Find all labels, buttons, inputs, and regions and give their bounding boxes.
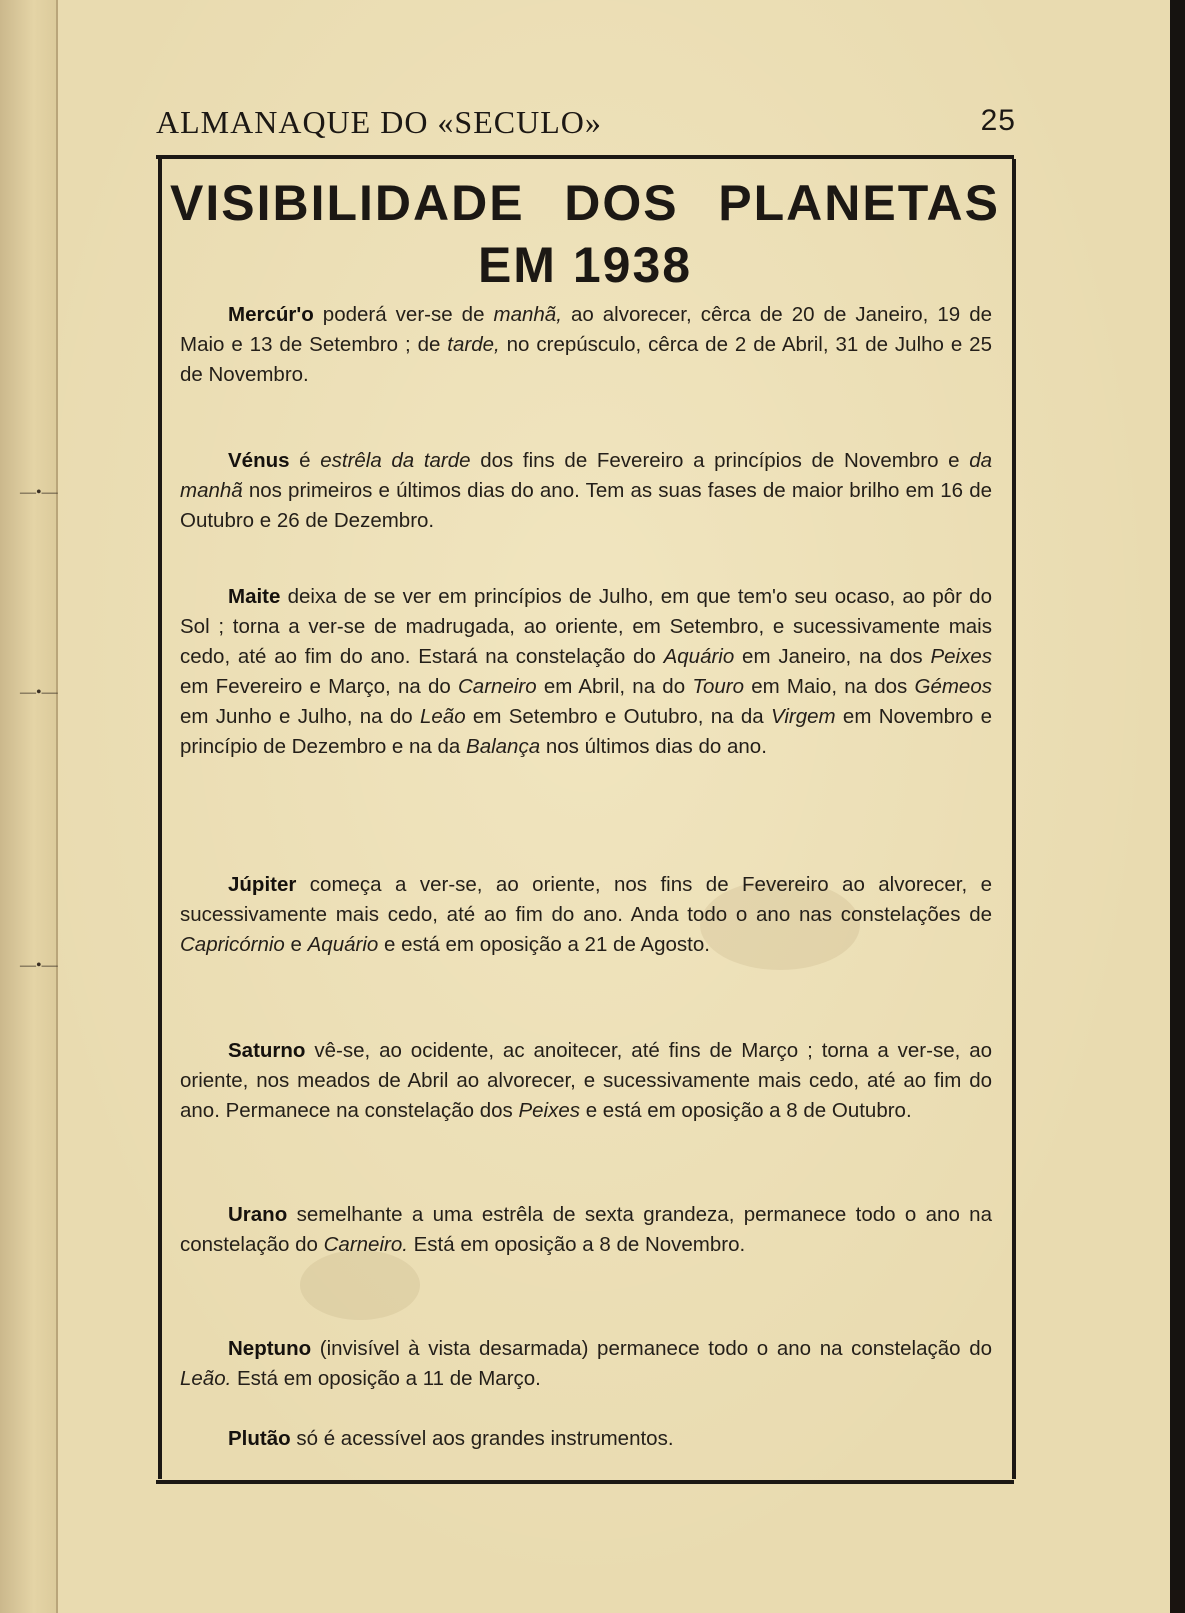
planet-name: Júpiter (228, 873, 297, 896)
text-run: no crepúsculo, cêrca de 2 de Abril, 31 de Julho e 25 de Novembro. (180, 333, 992, 386)
emphasis: Peixes (518, 1099, 581, 1122)
text-run: deixa de se ver em princípios de Julho, em que tem'o seu ocaso, ao pôr do Sol ; torna a ver-se de madrugada, ao oriente, em Setembro, e sucessivamente mais cedo, até ao fim do ano. Estará na constelação do (180, 585, 992, 668)
text-run: dos fins de Fevereiro a princípios de Novembro e (470, 449, 970, 472)
binding-stitch-mark: —•— (20, 684, 58, 701)
text-run: em Junho e Julho, na do (180, 705, 420, 728)
emphasis: Aquário (663, 645, 735, 668)
frame-bottom-rule (156, 1480, 1014, 1484)
emphasis: Leão. (180, 1367, 232, 1390)
article-heading (170, 172, 1000, 296)
text-run: em Setembro e Outubro, na da (465, 705, 772, 728)
planet-name: Neptuno (228, 1337, 312, 1360)
text-run: semelhante a uma estrêla de sexta grandeza, permanece todo o ano na constelação do (180, 1203, 992, 1256)
text-run: em Maio, na dos (743, 675, 915, 698)
planet-name: Vénus (228, 449, 290, 472)
text-run: em Janeiro, na dos (734, 645, 931, 668)
text-run: Está em oposição a 8 de Novembro. (407, 1233, 746, 1256)
text-run: nos últimos dias do ano. (540, 735, 767, 758)
emphasis: Leão (420, 705, 466, 728)
binding-stitch-mark: —•— (20, 957, 58, 974)
text-run: em Novembro e princípio de Dezembro e na da (180, 705, 993, 758)
emphasis: Aquário (307, 933, 379, 956)
emphasis: Gémeos (914, 675, 992, 698)
emphasis: Peixes (930, 645, 992, 668)
text-run: ao alvorecer, cêrca de 20 de Janeiro, 19 de Maio e 13 de Setembro ; de (180, 303, 992, 356)
text-run: poderá ver-se de (313, 303, 494, 326)
emphasis: da manhã (180, 449, 993, 502)
text-run: e (284, 933, 308, 956)
planet-name: Saturno (228, 1039, 306, 1062)
paragraph-jupiter (180, 870, 992, 960)
heading-line-2: EM 1938 (477, 237, 693, 293)
paragraph-venus (180, 446, 992, 536)
text-run: e está em oposição a 21 de Agosto. (378, 933, 710, 956)
page-number: 25 (980, 104, 1016, 137)
text-run: só é acessível aos grandes instrumentos. (290, 1427, 674, 1450)
planet-name: Urano (228, 1203, 288, 1226)
text-run: em Fevereiro e Março, na do (180, 675, 458, 698)
emphasis: Touro (692, 675, 744, 698)
paragraph-saturno (180, 1036, 992, 1126)
heading-word: DOS (564, 175, 679, 231)
emphasis: Capricórnio (180, 933, 285, 956)
paragraph-neptuno (180, 1334, 992, 1394)
paragraph-marte (180, 582, 992, 762)
running-head (156, 104, 1016, 144)
emphasis: Virgem (771, 705, 836, 728)
planet-name: Plutão (228, 1427, 291, 1450)
emphasis: estrêla da tarde (320, 449, 471, 472)
text-run: (invisível à vista desarmada) permanece todo o ano na constelação do (311, 1337, 992, 1360)
paragraph-mercurio (180, 300, 992, 390)
emphasis: Balança (466, 735, 541, 758)
text-run: e está em oposição a 8 de Outubro. (580, 1099, 912, 1122)
emphasis: tarde, (447, 333, 500, 356)
text-run: vê-se, ao ocidente, ac anoitecer, até fins de Março ; torna a ver-se, ao oriente, nos meados de Abril ao alvorecer, e sucessivamente mais cedo, até ao fim do ano. Permanece na constelação dos (180, 1039, 992, 1122)
paragraph-plutao (180, 1424, 992, 1454)
book-spine (0, 0, 58, 1613)
text-run: nos primeiros e últimos dias do ano. Tem as suas fases de maior brilho em 16 de Outubro e 26 de Dezembro. (180, 479, 992, 532)
heading-word: PLANETAS (718, 175, 1000, 231)
binding-stitch-mark: —•— (20, 484, 58, 501)
heading-line-1 (170, 172, 1000, 234)
emphasis: manhã, (493, 303, 562, 326)
paragraph-urano (180, 1200, 992, 1260)
text-run: é (289, 449, 321, 472)
text-run: começa a ver-se, ao oriente, nos fins de Fevereiro ao alvorecer, e sucessivamente mais cedo, até ao fim do ano. Anda todo o ano nas constelações de (180, 873, 992, 926)
text-run: em Abril, na do (536, 675, 693, 698)
emphasis: Carneiro (457, 675, 537, 698)
planet-name: Mercúr'o (228, 303, 314, 326)
heading-word: VISIBILIDADE (170, 175, 525, 231)
planet-name: Maite (228, 585, 281, 608)
emphasis: Carneiro. (323, 1233, 408, 1256)
text-run: Está em oposição a 11 de Março. (231, 1367, 541, 1390)
publication-title: ALMANAQUE DO «SECULO» (156, 104, 602, 140)
